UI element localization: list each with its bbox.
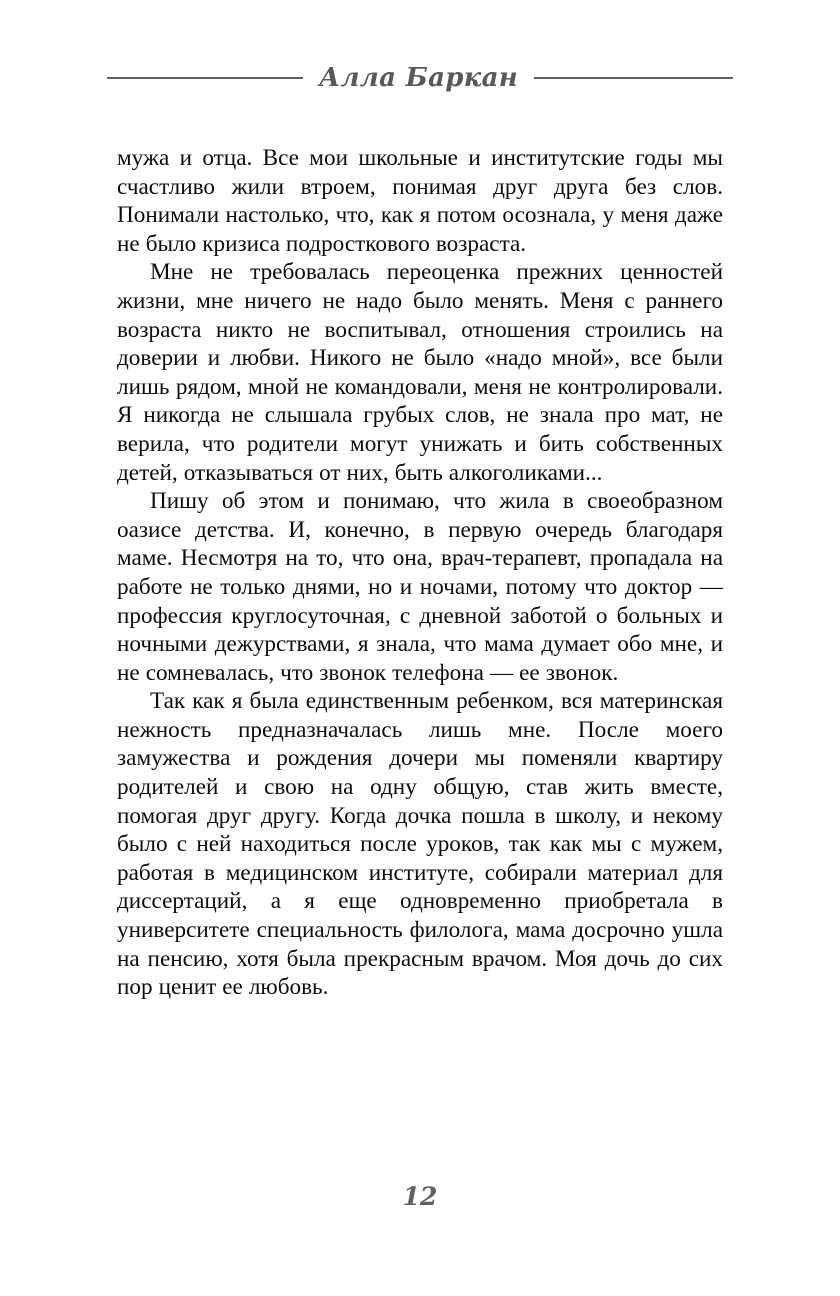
page-number: 12 (402, 1182, 438, 1211)
body-text-block (117, 144, 723, 1002)
paragraph: Пишу об этом и понимаю, что жила в своеобразном оазисе детства. И, конечно, в первую очередь благодаря маме. Несмотря на то, что она, врач-терапевт, пропадала на работе не только днями, но и ночами, потому что доктор — профессия круглосуточная, с дневной заботой о больных и ночными дежурствами, я знала, что мама думает обо мне, и не сомневалась, что звонок телефона — ее звонок. (117, 488, 723, 686)
running-head-author: Алла Баркан (318, 63, 519, 93)
page-footer (0, 1184, 840, 1210)
paragraph: мужа и отца. Все мои школьные и институтские годы мы счастливо жили втроем, понимая друг друга без слов. Понимали настолько, что, как я потом осознала, у меня даже не было кризиса подросткового возраста. (117, 145, 723, 257)
running-head (117, 58, 723, 98)
paragraph: Так как я была единственным ребенком, вся материнская нежность предназначалась лишь мне. После моего замужества и рождения дочери мы поменяли квартиру родителей и свою на одну общую, став жить вместе, помогая друг другу. Когда дочка пошла в школу, и некому было с ней находиться после уроков, так как мы с мужем, работая в медицинском институте, собирали материал для диссертаций, а я еще одновременно приобретала в университете специальность филолога, мама досрочно ушла на пенсию, хотя была прекрасным врачом. Моя дочь до сих пор ценит ее любовь. (117, 688, 723, 1001)
header-rule-right (534, 77, 733, 79)
paragraph: Мне не требовалась переоценка прежних ценностей жизни, мне ничего не надо было менять. Меня с раннего возраста никто не воспитывал, отношения строились на доверии и любви. Никого не было «надо мной», все были лишь рядом, мной не командовали, меня не контролировали. Я никогда не слышала грубых слов, не знала про мат, не верила, что родители могут унижать и бить собственных детей, отказываться от них, быть алкоголиками... (117, 259, 723, 486)
header-rule-left (107, 77, 303, 79)
